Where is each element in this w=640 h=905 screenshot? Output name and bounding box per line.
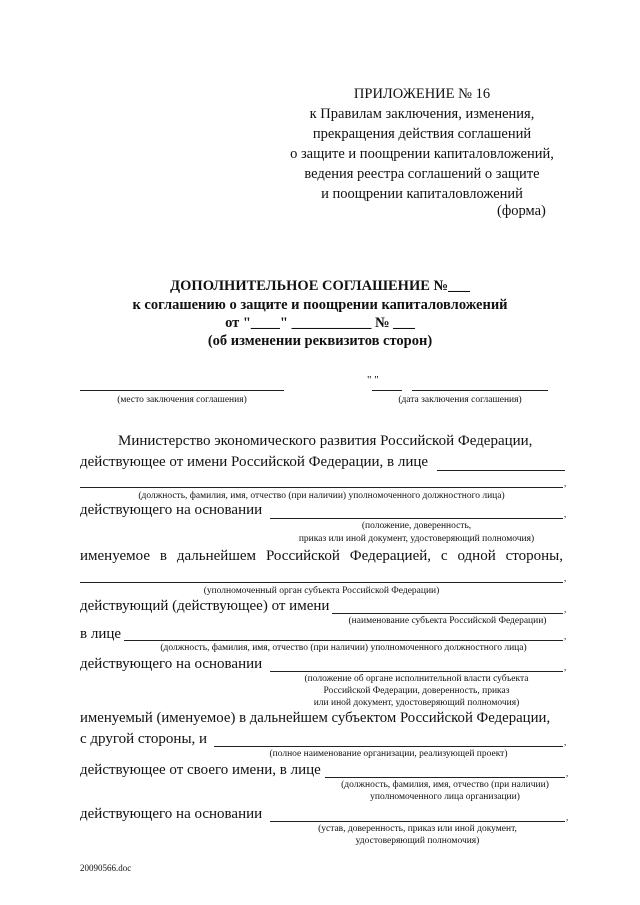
comma-6: , bbox=[564, 662, 567, 672]
region-name-caption: (наименование субъекта Российской Федерации) bbox=[348, 616, 547, 626]
footer-filename: 20090566.doc bbox=[80, 863, 132, 873]
acting-own-name: действующее от своего имени, в лице bbox=[80, 762, 321, 778]
exec-caption-b: Российской Федерации, доверенность, приказ bbox=[323, 686, 510, 696]
charter-caption-b: удостоверяющий полномочия) bbox=[355, 836, 480, 846]
in-person-label: в лице bbox=[80, 626, 122, 642]
place-caption: (место заключения соглашения) bbox=[117, 395, 247, 405]
basis-caption-1b: приказ или иной документ, удостоверяющий полномочия) bbox=[298, 534, 535, 544]
acting-basis-2: действующего на основании bbox=[80, 656, 263, 672]
comma-1: , bbox=[564, 478, 567, 488]
basis-line-2[interactable] bbox=[270, 671, 563, 672]
ministry-acting: действующее от имени Российской Федерации, в лице bbox=[80, 454, 429, 470]
appendix-line-4: о защите и поощрении капиталовложений, bbox=[290, 146, 554, 162]
official-line-1b[interactable] bbox=[80, 487, 563, 488]
comma-9: , bbox=[566, 812, 569, 822]
appendix-line-5: ведения реестра соглашений о защите bbox=[304, 166, 540, 182]
official-line-1a[interactable] bbox=[437, 470, 565, 471]
org-name-line[interactable] bbox=[214, 746, 563, 747]
basis-line-3[interactable] bbox=[270, 821, 565, 822]
acting-basis-1: действующего на основании bbox=[80, 502, 263, 518]
acting-on-behalf: действующий (действующее) от имени bbox=[80, 598, 330, 614]
charter-caption-a: (устав, доверенность, приказ или иной документ, bbox=[318, 824, 517, 834]
comma-3: , bbox=[564, 573, 567, 583]
official-line-2[interactable] bbox=[124, 640, 563, 641]
appendix-line-2: к Правилам заключения, изменения, bbox=[309, 106, 535, 122]
basis-caption-1a: (положение, доверенность, bbox=[361, 521, 472, 531]
region-body-line[interactable] bbox=[80, 582, 563, 583]
date-quotes: " " bbox=[367, 374, 379, 386]
comma-8: , bbox=[566, 768, 569, 778]
exec-caption-a: (положение об органе исполнительной власти субъекта bbox=[304, 674, 529, 684]
appendix-number: ПРИЛОЖЕНИЕ № 16 bbox=[353, 86, 491, 102]
org-name-caption: (полное наименование организации, реализующей проект) bbox=[269, 749, 508, 759]
official-caption-2: (должность, фамилия, имя, отчество (при наличии) уполномоченного должностного лица) bbox=[160, 643, 527, 653]
form-label: (форма) bbox=[497, 203, 546, 219]
acting-basis-3: действующего на основании bbox=[80, 806, 263, 822]
title-purpose: (об изменении реквизитов сторон) bbox=[207, 333, 433, 349]
ministry-line: Министерство экономического развития Российской Федерации, bbox=[118, 433, 533, 449]
region-named: именуемый (именуемое) в дальнейшем субъектом Российской Федерации, bbox=[80, 710, 551, 726]
document-title: ДОПОЛНИТЕЛЬНОЕ СОГЛАШЕНИЕ №___ bbox=[170, 278, 470, 294]
appendix-line-6: и поощрении капиталовложений bbox=[321, 186, 523, 202]
exec-caption-c: или иной документ, удостоверяющий полномочия) bbox=[313, 698, 520, 708]
org-person-caption-b: уполномоченного лица организации) bbox=[370, 792, 520, 802]
federation-named: именуемое в дальнейшем Российской Федерацией, с одной стороны, bbox=[80, 548, 563, 564]
place-line[interactable] bbox=[80, 390, 284, 391]
title-date-number: от "____" ___________ № ___ bbox=[225, 315, 415, 331]
appendix-line-3: прекращения действия соглашений bbox=[312, 126, 532, 142]
region-name-line[interactable] bbox=[332, 613, 563, 614]
title-subline: к соглашению о защите и поощрении капиталовложений bbox=[132, 297, 508, 313]
basis-line-1[interactable] bbox=[270, 518, 563, 519]
official-caption-1: (должность, фамилия, имя, отчество (при наличии) уполномоченного должностного лица) bbox=[138, 491, 505, 501]
region-body-caption: (уполномоченный орган субъекта Российской Федерации) bbox=[203, 586, 440, 596]
date-caption: (дата заключения соглашения) bbox=[398, 395, 522, 405]
org-person-caption-a: (должность, фамилия, имя, отчество (при наличии) bbox=[341, 780, 549, 790]
comma-2: , bbox=[564, 509, 567, 519]
comma-4: , bbox=[564, 604, 567, 614]
other-side-label: с другой стороны, и bbox=[80, 731, 208, 747]
date-month-line[interactable] bbox=[412, 390, 548, 391]
comma-5: , bbox=[564, 631, 567, 641]
date-day-line[interactable] bbox=[372, 390, 402, 391]
comma-7: , bbox=[564, 737, 567, 747]
org-person-line[interactable] bbox=[325, 777, 565, 778]
